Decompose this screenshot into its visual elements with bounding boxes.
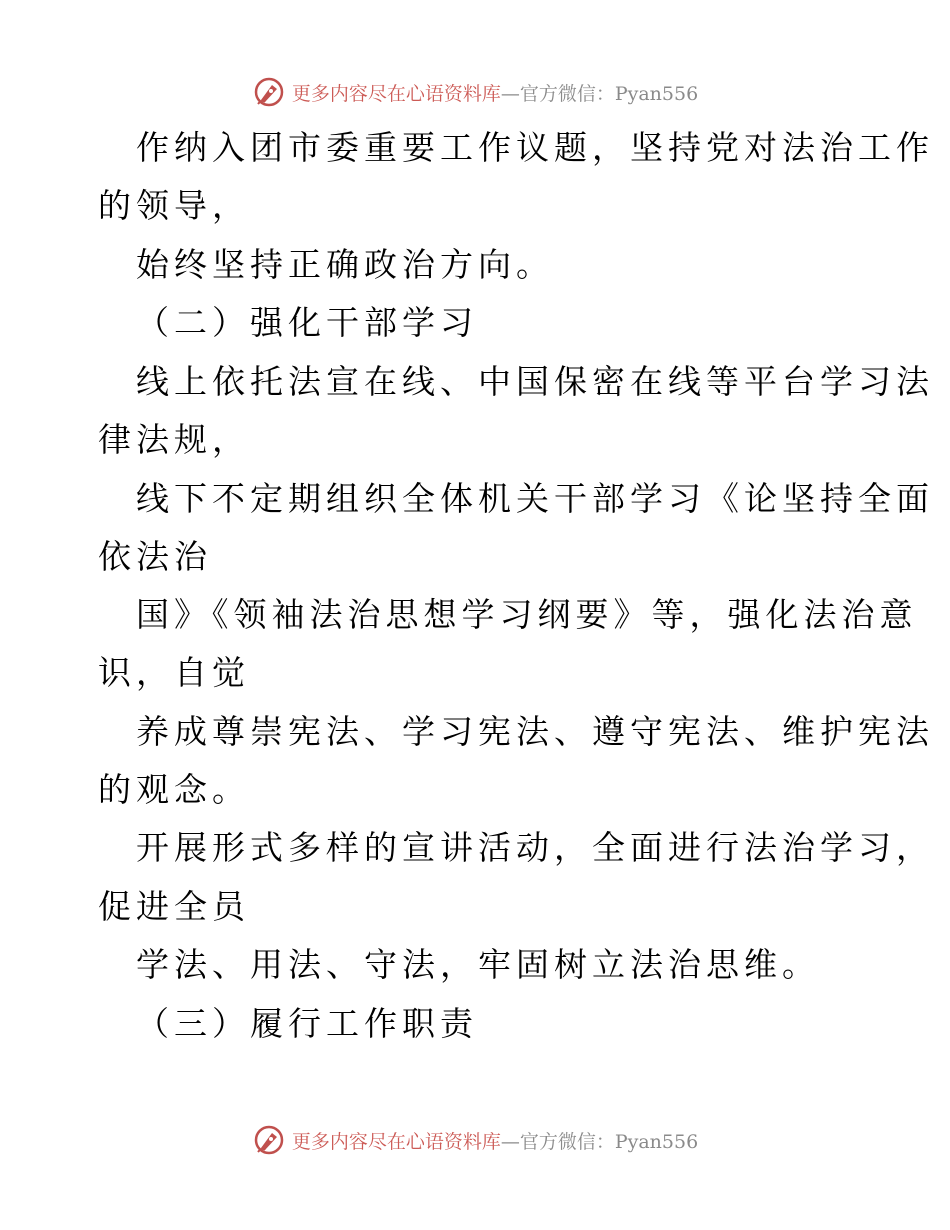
body-line: 线上依托法宣在线、中国保密在线等平台学习法 [136, 362, 934, 401]
body-line: 律法规， [98, 420, 250, 459]
body-line: 的观念。 [98, 770, 250, 809]
header-banner [0, 72, 950, 112]
body-line: 国》《领袖法治思想学习纲要》等，强化法治意 [136, 595, 918, 634]
header-banner-text [292, 79, 698, 106]
section-heading: （二）强化干部学习 [136, 303, 478, 342]
header-contact-text: 官方微信：Pyan556 [519, 82, 699, 105]
body-line: 开展形式多样的宣讲活动，全面进行法治学习， [136, 828, 934, 867]
body-line: 作纳入团市委重要工作议题，坚持党对法治工作 [136, 128, 934, 167]
pen-nib-logo-icon [252, 1123, 286, 1157]
footer-contact-text: 官方微信：Pyan556 [519, 1130, 699, 1153]
body-line: 促进全员 [98, 887, 250, 926]
footer-brand-text: 更多内容尽在心语资料库 [291, 1130, 501, 1153]
body-line: 学法、用法、守法，牢固树立法治思维。 [136, 945, 820, 984]
body-line: 线下不定期组织全体机关干部学习《论坚持全面 [136, 479, 934, 518]
section-heading: （三）履行工作职责 [136, 1004, 478, 1043]
footer-separator: — [500, 1130, 520, 1153]
body-line: 养成尊崇宪法、学习宪法、遵守宪法、维护宪法 [136, 712, 934, 751]
footer-banner-text [292, 1127, 698, 1154]
header-brand-text: 更多内容尽在心语资料库 [291, 82, 501, 105]
body-line: 识，自觉 [98, 653, 250, 692]
header-separator: — [500, 82, 520, 105]
body-line: 依法治 [98, 537, 212, 576]
body-line: 始终坚持正确政治方向。 [136, 245, 554, 284]
footer-banner [0, 1120, 950, 1160]
body-line: 的领导， [98, 186, 250, 225]
pen-nib-logo-icon [252, 75, 286, 109]
